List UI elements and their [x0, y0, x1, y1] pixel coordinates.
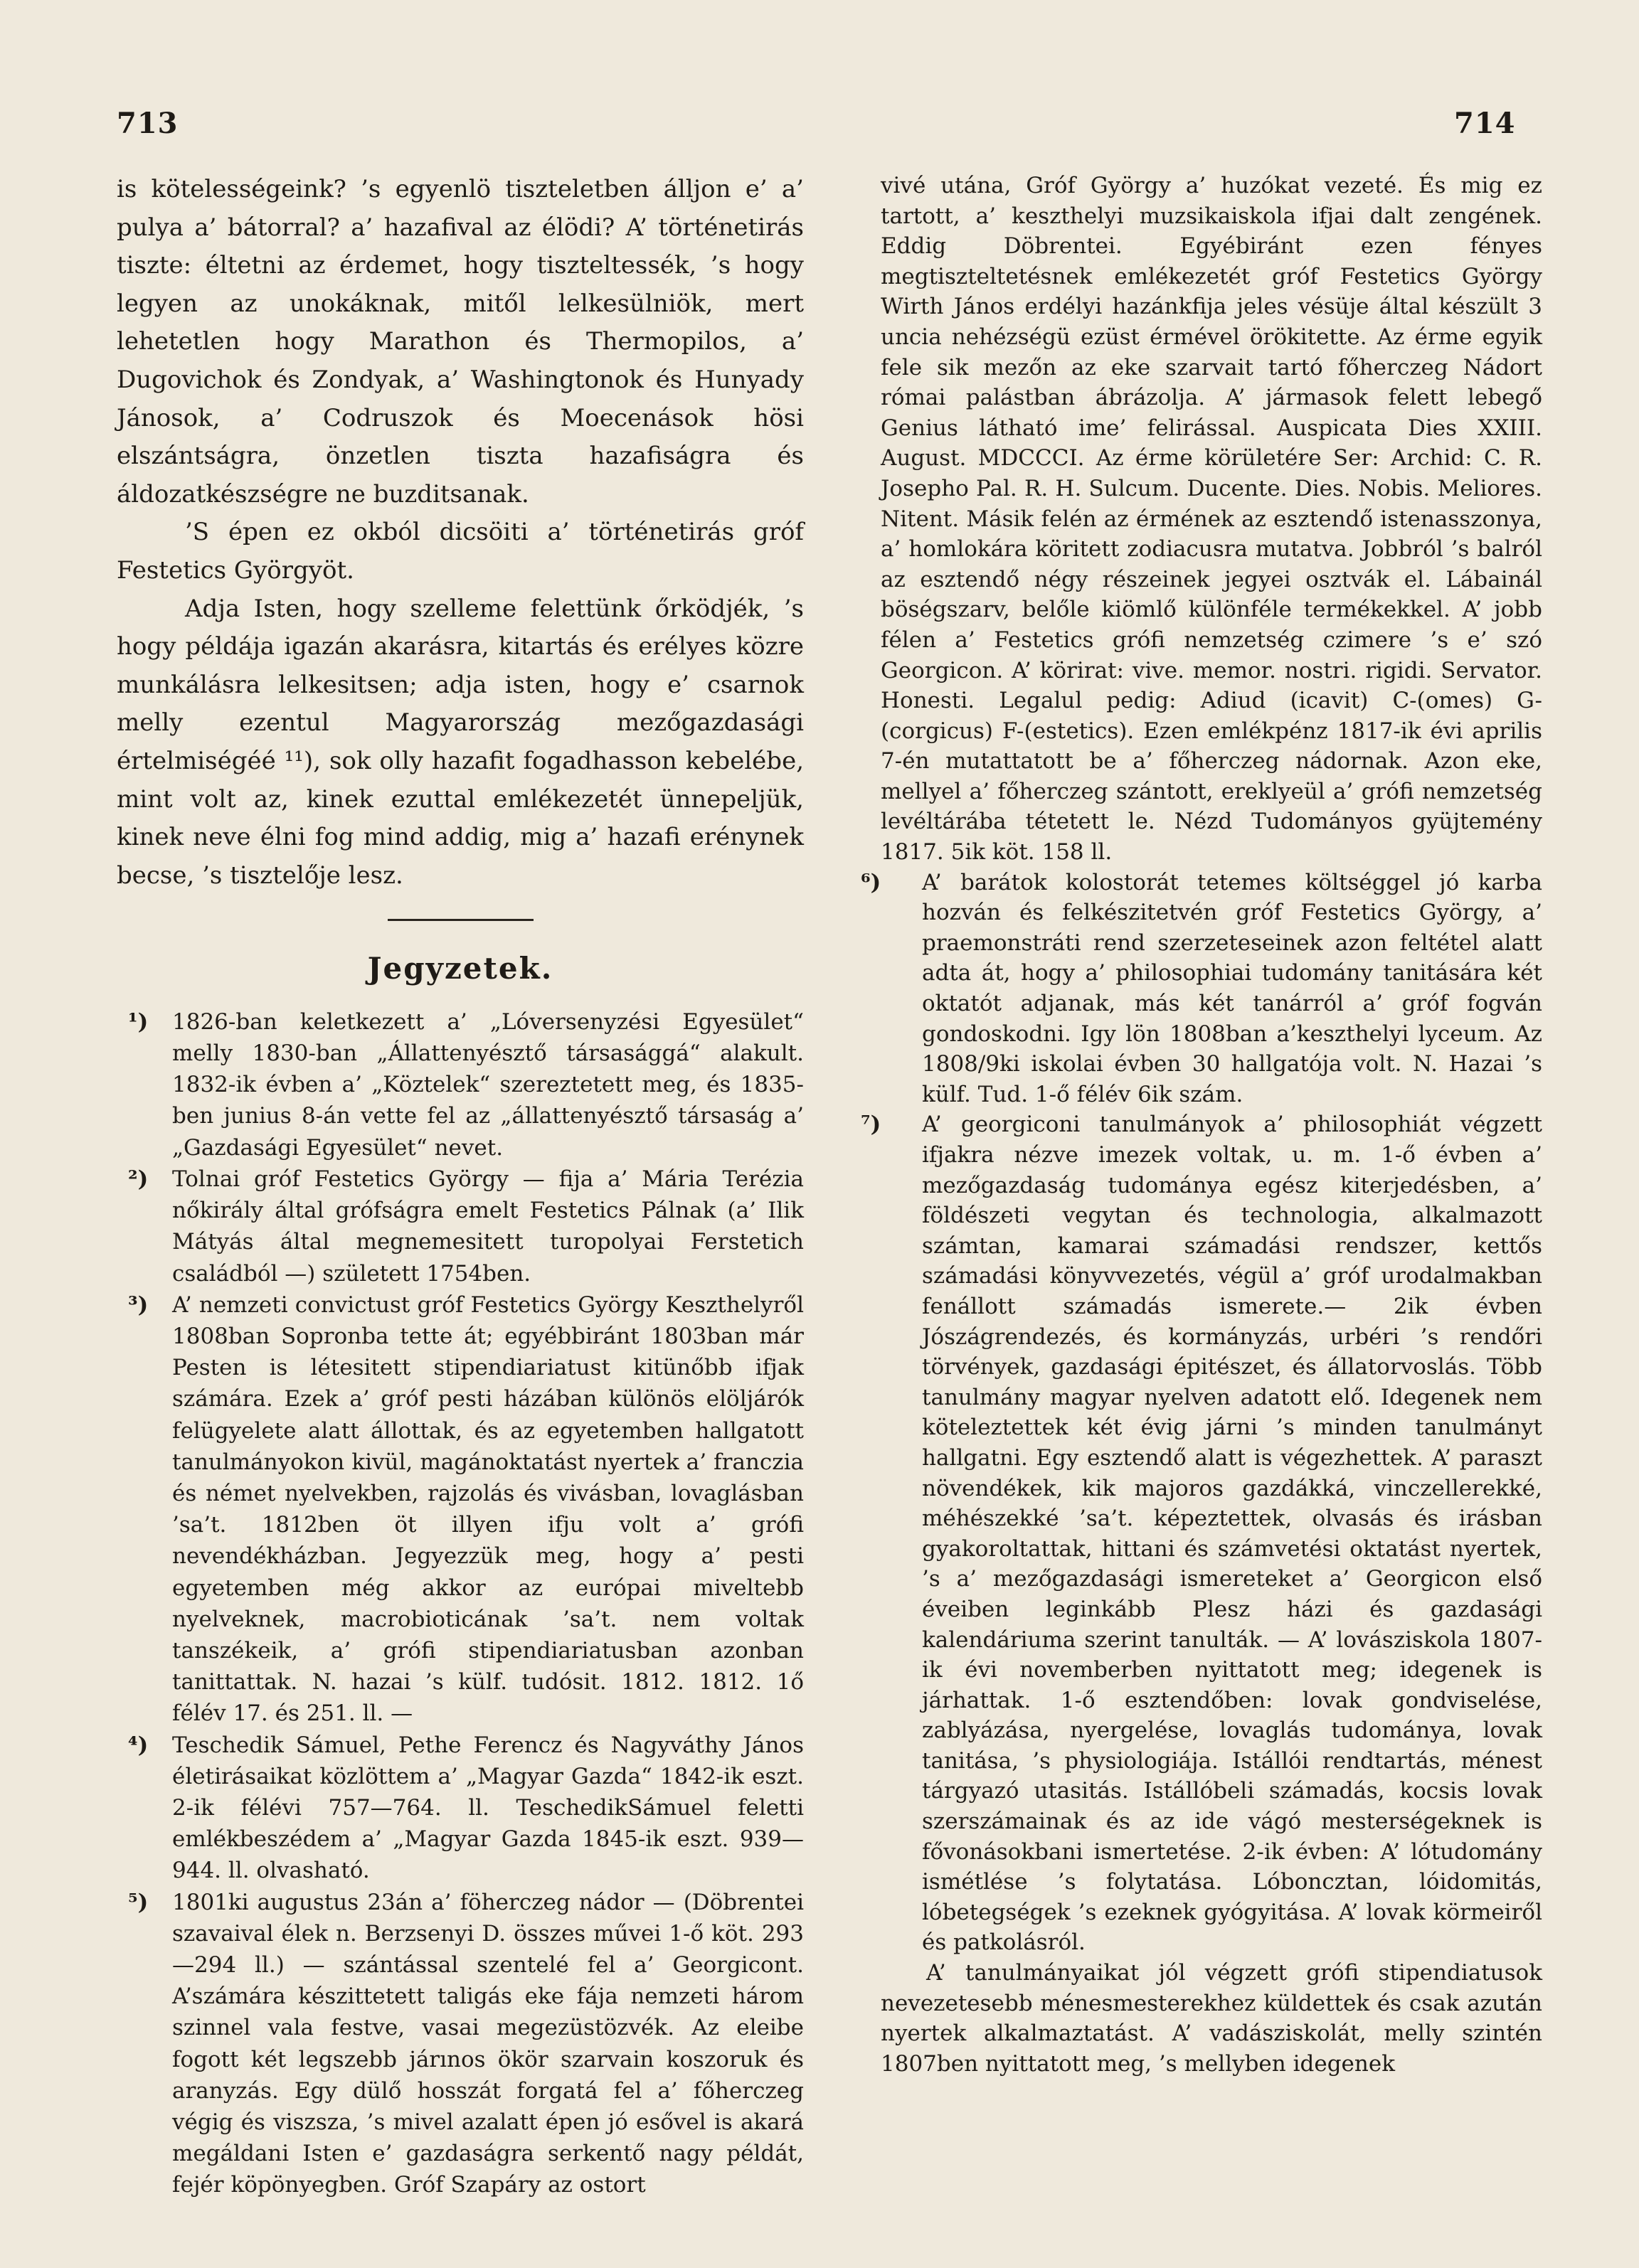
- footnote-text: Teschedik Sámuel, Pethe Ferencz és Nagyváthy János életirásaikat közlöttem a’ „Magyar Gazda“ 1842-ik eszt. 2-ik félévi 757—764. ll. TeschedikSámuel feletti emlékbeszédem a’ „Magyar Gazda 1845-ik eszt. 939—944. ll. olvasható.: [172, 1732, 804, 1884]
- footnote: [117, 1730, 804, 1887]
- footnote-number: ⁷): [861, 1112, 881, 1138]
- footnote-continuation: vivé utána, Gróf György a’ huzókat vezeté. És mig ez tartott, a’ keszthelyi muzsikaiskola ifjai dalt zengének. Eddig Döbrentei. Egyébiránt ezen fényes megtiszteltetésnek emlékezetét gróf Festetics György Wirth János erdélyi hazánkfija jeles vésüje által készült 3 uncia nehézségü ezüst érmével örökitette. Az érme egyik fele sik mezőn az eke szarvait tartó főherczeg Nádort római palástban ábrázolja. A’ jármasok felett lebegő Genius látható ime’ felirással. Auspicata Dies XXIII. August. MDCCCI. Az érme körületére Ser: Archid: C. R. Josepho Pal. R. H. Sulcum. Ducente. Dies. Nobis. Meliores. Nitent. Másik felén az érmének az esztendő istenasszonya, a’ homlokára köritett zodiacusra mutatva. Jobbról ’s balról az esztendő négy részeinek jegyei osztvák el. Lábainál böségszarv, belőle kiömlő különféle termékekkel. A’ jobb félen a’ Festetics grófi nemzetség czimere ’s e’ szó Georgicon. A’ körirat: vive. memor. nostri. rigidi. Servator. Honesti. Legalul pedig: Adiud (icavit) C-(omes) G-(corgicus) F-(estetics). Ezen emlékpénz 1817-ik évi aprilis 7-én mutattatott be a’ főherczeg nádornak. Azon eke, mellyel a’ főherczeg szántott, ereklyeül a’ grófi nemzetség levéltárába tétetett le. Nézd Tudományos gyüjtemény 1817. 5ik köt. 158 ll.: [881, 173, 1542, 866]
- main-text: [117, 171, 804, 895]
- footnote: [117, 1164, 804, 1289]
- page-number-left: 713: [117, 107, 179, 140]
- footnote: [117, 1006, 804, 1164]
- footnote-text: A’ georgiconi tanulmányok a’ philosophiát végzett ifjakra nézve imezek voltak, u. m. 1-ő évben a’ mezőgazdaság tudománya egész kiterjedésben, a’ földészeti vegytan és technologia, alkalmazott számtan, kamarai számadási rendszer, kettős számadási könyvvezetés, végül a’ gróf urodalmakban fenállott számadás ismerete.— 2ik évben Jószágrendezés, és kormányzás, urbéri ’s rendőri törvények, gazdasági épitészet, és állatorvoslás. Több tanulmány magyar nyelven adatott elő. Idegenek nem köteleztettek két évig járni ’s minden tanulmányt hallgatni. Egy esztendő alatt is végezhettek. A’ paraszt növendékek, kik majoros gazdákká, vinczellerekké, méhészekké ’sa’t. képeztettek, olvasás és irásban gyakoroltattak, hittani és számvetési oktatást nyertek, ’s a’ mezőgazdasági ismereteket a’ Georgicon első éveiben leginkább Plesz házi és gazdasági kalendáriuma szerint tanulták. — A’ lovásziskola 1807-ik évi novemberben nyittatott meg; idegenek is járhattak. 1-ő esztendőben: lovak gondviselése, zablyázása, nyergelése, lovaglás tudománya, lovak tanitása, ’s physiologiája. Istállói rendtartás, ménest tárgyazó utasitás. Istállóbeli számadás, kocsis lovak szerszámainak és az ide vágó mesterségeknek is fővonásokbani ismertetése. 2-ik évben: A’ lótudomány ismétlése ’s folytatása. Lóboncztan, lóidomitás, lóbetegségek ’s ezeknek gyógyitása. A’ lovak körmeiről és patkolásról.: [922, 1112, 1542, 1956]
- right-column: [861, 171, 1542, 2079]
- footnote-number: ⁵): [128, 1889, 149, 1915]
- notes-list: [117, 1006, 804, 2201]
- footnote-number: ⁶): [861, 869, 881, 895]
- footnote: [861, 1109, 1542, 1958]
- paragraph: is kötelességeink? ’s egyenlö tiszteletben álljon e’ a’ pulya a’ bátorral? a’ hazafival az élödi? A’ történetirás tiszte: éltetni az érdemet, hogy tiszteltessék, ’s hogy legyen az unokáknak, mitől lelkesülniök, mert lehetetlen hogy Marathon és Thermopilos, a’ Dugovichok és Zondyak, a’ Washingtonok és Hunyady Jánosok, a’ Codruszok és Moecenások hösi elszántságra, önzetlen tiszta hazafiságra és áldozatkészségre ne buzditsanak.: [117, 175, 804, 509]
- footnote-text: A’ nemzeti convictust gróf Festetics György Keszthelyről 1808ban Sopronba tette át; egyébbiránt 1803ban már Pesten is létesitett stipendiariatust kitünőbb ifjak számára. Ezek a’ gróf pesti házában különös elöljárók felügyelete alatt állottak, és az egyetemben hallgatott tanulmányokon kivül, magánoktatást nyertek a’ franczia és német nyelvekben, rajzolás és vivásban, lovaglásban ’sa’t. 1812ben öt illyen ifju volt a’ grófi nevendékházban. Jegyezzük meg, hogy a’ pesti egyetemben még akkor az európai miveltebb nyelveknek, macrobioticának ’sa’t. nem voltak tanszékeik, a’ grófi stipendiariatusban azonban tanittattak. N. hazai ’s külf. tudósit. 1812. 1812. 1ő félév 17. és 251. ll. —: [172, 1292, 804, 1727]
- footnote-paragraph: A’ tanulmányaikat jól végzett grófi stipendiatusok nevezetesebb ménesmesterekhez küldettek és csak azután nyertek alkalmaztatást. A’ vadásziskolát, melly szintén 1807ben nyittatott meg, ’s mellyben idegenek: [881, 1960, 1542, 2077]
- notes-list-continued: [861, 171, 1542, 2079]
- section-divider: [388, 919, 534, 921]
- footnote-text: 1801ki augustus 23án a’ föherczeg nádor — (Döbrentei szavaival élek n. Berzsenyi D. összes művei 1-ő köt. 293—294 ll.) — szántással szentelé fel a’ Georgicont. A’számára készittetett taligás eke fája nemzeti három szinnel vala festve, vasai megezüstözvék. Az eleibe fogott két legszebb járınos ökör szarvain koszoruk és aranyzás. Egy dülő hosszát forgatá fel a’ főherczeg végig és viszsza, ’s mivel azalatt épen jó esővel is akará megáldani Isten e’ gazdaságra serkentő nagy példát, fejér köpönyegben. Gróf Szapáry az ostort: [172, 1889, 804, 2198]
- footnote: [117, 1289, 804, 1730]
- footnote-number: ³): [128, 1292, 149, 1318]
- footnote-text: Tolnai gróf Festetics György — fija a’ Mária Terézia nőkirály által grófságra emelt Festetics Pálnak (a’ Ilik Mátyás által megnemesitett turopolyai Ferstetich családból —) született 1754ben.: [172, 1166, 804, 1287]
- footnote-number: ⁴): [128, 1732, 149, 1758]
- notes-heading: Jegyzetek.: [367, 951, 553, 986]
- footnote-text: A’ barátok kolostorát tetemes költséggel jó karba hozván és felkészitetvén gróf Festetics György, a’ praemonstráti rend szerzeteseinek azon feltétel alatt adta át, hogy a’ philosophiai tudomány tanitására két oktatót adjanak, más két tanárról a’ gróf fogván gondoskodni. Igy lön 1808ban a’keszthelyi lyceum. Az 1808/9ki iskolai évben 30 hallgatója volt. N. Hazai ’s külf. Tud. 1-ő félév 6ik szám.: [922, 869, 1542, 1107]
- paragraph: ’S épen ez okból dicsöiti a’ történetirás gróf Festetics Györgyöt.: [117, 518, 804, 585]
- footnote-number: ¹): [128, 1008, 149, 1035]
- left-column: [117, 171, 804, 2201]
- paragraph: Adja Isten, hogy szelleme felettünk őrködjék, ’s hogy példája igazán akarásra, kitartás és erélyes közre munkálásra lelkesitsen; adja isten, hogy e’ csarnok melly ezentul Magyarország mezőgazdasági értelmiségéé ¹¹), sok olly hazafit fogadhasson kebelébe, mint volt az, kinek ezuttal emlékezetét ünnepeljük, kinek neve élni fog mind addig, mig a’ hazafi erénynek becse, ’s tisztelője lesz.: [117, 594, 804, 890]
- footnote-text: 1826-ban keletkezett a’ „Lóversenyzési Egyesület“ melly 1830-ban „Állattenyésztő társasággá“ alakult. 1832-ik évben a’ „Köztelek“ szereztetett meg, és 1835-ben junius 8-án vette fel az „állattenyésztő társaság a’ „Gazdasági Egyesület“ nevet.: [172, 1008, 804, 1161]
- footnote: [117, 1887, 804, 2201]
- page-number-right: 714: [1454, 107, 1516, 140]
- footnote: [861, 868, 1542, 1110]
- footnote-number: ²): [128, 1166, 149, 1192]
